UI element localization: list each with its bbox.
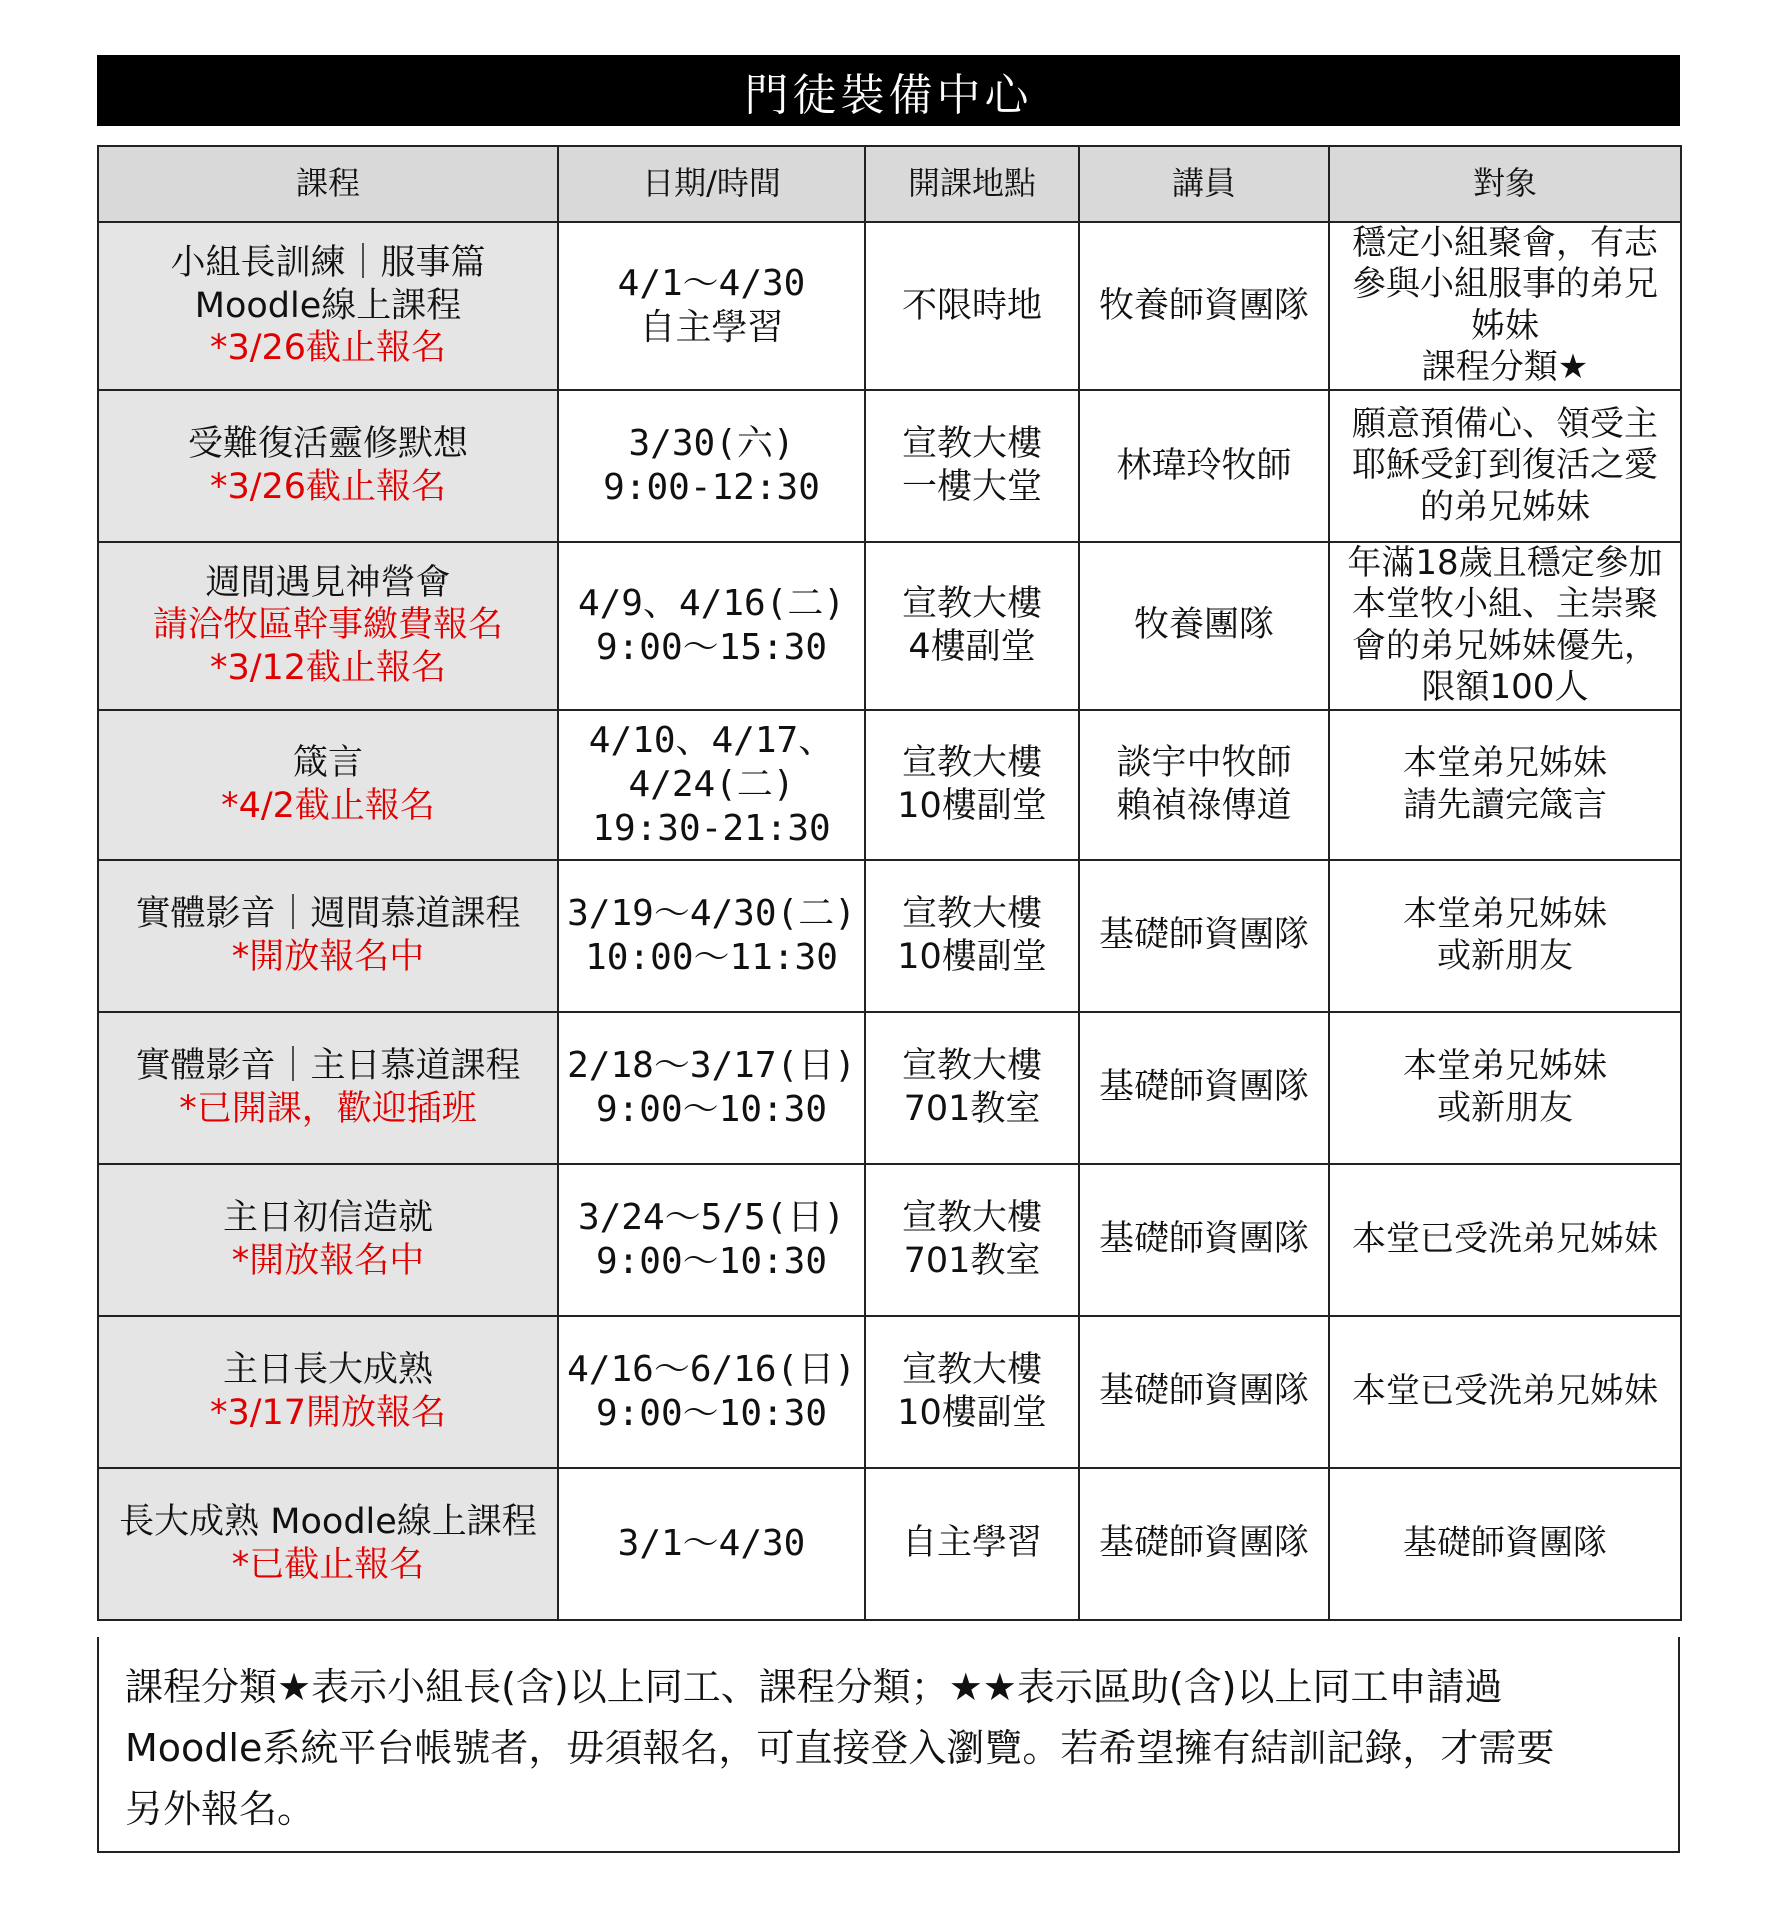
course-cell: [98, 1316, 558, 1468]
location-cell: [865, 542, 1079, 710]
instructor-cell: [1079, 1316, 1329, 1468]
registration-note: *3/26截止報名: [209, 328, 447, 369]
audience-cell: [1329, 222, 1681, 390]
datetime-cell: [558, 390, 865, 542]
instructor-cell-line: 基礎師資團隊: [1098, 1371, 1309, 1412]
location-cell: [865, 1012, 1079, 1164]
audience-cell: [1329, 1468, 1681, 1620]
page-title: 門徒裝備中心: [97, 55, 1680, 126]
table-row: [98, 1012, 1681, 1164]
instructor-cell-line: 談宇中牧師: [1116, 743, 1292, 784]
instructor-cell-line: 基礎師資團隊: [1098, 915, 1309, 956]
datetime-cell-line: 9:00～10:30: [595, 1240, 828, 1282]
audience-cell-line: 穩定小組聚會，有志: [1352, 223, 1658, 263]
audience-cell-line: 本堂已受洗弟兄姊妹: [1352, 1219, 1658, 1260]
location-cell: [865, 1316, 1079, 1468]
course-cell: [98, 542, 558, 710]
audience-cell-line: 參與小組服事的弟兄: [1352, 264, 1658, 305]
datetime-cell-line: 4/16～6/16(日): [567, 1348, 856, 1390]
table-row: [98, 222, 1681, 390]
course-cell: [98, 1164, 558, 1316]
location-cell: [865, 390, 1079, 542]
audience-cell-line: 本堂弟兄姊妹: [1403, 1046, 1607, 1087]
location-cell: [865, 1468, 1079, 1620]
audience-cell-line: 基礎師資團隊: [1403, 1523, 1607, 1564]
datetime-cell-line: 9:00-12:30: [603, 466, 820, 508]
location-cell-line: 10樓副堂: [897, 785, 1047, 826]
location-cell-line: 宣教大樓: [901, 743, 1042, 784]
audience-cell-line: 或新朋友: [1437, 935, 1573, 976]
audience-cell: [1329, 860, 1681, 1012]
table-row: [98, 1468, 1681, 1620]
location-cell-line: 一樓大堂: [901, 466, 1042, 507]
datetime-cell: [558, 860, 865, 1012]
registration-note: *已截止報名: [231, 1544, 425, 1585]
location-cell-line: 10樓副堂: [897, 1392, 1047, 1433]
datetime-cell-line: 9:00～15:30: [595, 626, 828, 668]
datetime-cell: [558, 1164, 865, 1316]
course-cell-line: 長大成熟 Moodle線上課程: [119, 1502, 537, 1543]
location-cell-line: 701教室: [903, 1240, 1041, 1281]
audience-cell-line: 會的弟兄姊妹優先，: [1352, 625, 1658, 666]
audience-cell-line: 限額100人: [1421, 667, 1589, 708]
instructor-cell-line: 牧養師資團隊: [1098, 285, 1309, 326]
audience-cell-line: 或新朋友: [1437, 1087, 1573, 1128]
datetime-cell-line: 4/1～4/30: [617, 263, 806, 305]
course-cell-line: 週間遇見神營會: [205, 562, 451, 603]
audience-cell-line: 本堂已受洗弟兄姊妹: [1352, 1371, 1658, 1412]
table-body: [98, 222, 1681, 1620]
datetime-cell-line: 10:00～11:30: [585, 936, 838, 978]
instructor-cell-line: 基礎師資團隊: [1098, 1219, 1309, 1260]
header-instructor: 講員: [1079, 146, 1329, 222]
header-audience: 對象: [1329, 146, 1681, 222]
instructor-cell-line: 賴禎祿傳道: [1116, 785, 1292, 826]
header-course: 課程: [98, 146, 558, 222]
footnote-line: 另外報名。: [125, 1787, 316, 1831]
registration-note: *3/12截止報名: [209, 648, 447, 689]
datetime-cell-line: 19:30-21:30: [592, 807, 831, 849]
table-row: [98, 1164, 1681, 1316]
course-table: [97, 145, 1682, 1621]
course-cell: [98, 390, 558, 542]
datetime-cell: [558, 1468, 865, 1620]
course-cell-line: Moodle線上課程: [194, 285, 462, 326]
audience-cell-line: 年滿18歲且穩定參加: [1347, 542, 1663, 583]
datetime-cell-line: 4/9、4/16(二): [577, 582, 846, 624]
location-cell-line: 701教室: [903, 1088, 1041, 1129]
footnote-line: 課程分類★表示小組長(含)以上同工、課程分類；★★表示區助(含)以上同工申請過: [125, 1665, 1503, 1709]
registration-note: *3/17開放報名: [209, 1392, 447, 1433]
course-cell-line: 實體影音｜主日慕道課程: [135, 1046, 521, 1087]
course-cell: [98, 1012, 558, 1164]
datetime-cell: [558, 222, 865, 390]
course-cell-line: 實體影音｜週間慕道課程: [135, 894, 521, 935]
audience-cell: [1329, 710, 1681, 860]
course-cell-line: 箴言: [292, 743, 363, 784]
instructor-cell-line: 林瑋玲牧師: [1116, 445, 1292, 486]
audience-cell-line: 願意預備心、領受主: [1352, 403, 1658, 444]
course-cell: [98, 1468, 558, 1620]
location-cell: [865, 222, 1079, 390]
audience-cell-line: 本堂弟兄姊妹: [1403, 743, 1607, 784]
registration-note: *開放報名中: [231, 1240, 425, 1281]
instructor-cell: [1079, 390, 1329, 542]
instructor-cell-line: 基礎師資團隊: [1098, 1523, 1309, 1564]
datetime-cell-line: 3/30(六): [628, 422, 795, 464]
instructor-cell: [1079, 542, 1329, 710]
location-cell-line: 自主學習: [901, 1523, 1042, 1564]
header-datetime: 日期/時間: [558, 146, 865, 222]
instructor-cell: [1079, 1164, 1329, 1316]
audience-cell: [1329, 1316, 1681, 1468]
location-cell-line: 宣教大樓: [901, 424, 1042, 465]
location-cell: [865, 710, 1079, 860]
datetime-cell-line: 9:00～10:30: [595, 1088, 828, 1130]
registration-note: *已開課，歡迎插班: [179, 1088, 477, 1129]
datetime-cell-line: 4/10、4/17、: [588, 719, 835, 761]
audience-cell: [1329, 1012, 1681, 1164]
audience-cell-line: 請先讀完箴言: [1403, 784, 1607, 825]
course-cell-line: 受難復活靈修默想: [187, 424, 468, 465]
datetime-cell: [558, 542, 865, 710]
location-cell-line: 宣教大樓: [901, 584, 1042, 625]
course-cell: [98, 222, 558, 390]
audience-cell-line: 課程分類★: [1421, 347, 1589, 388]
course-cell: [98, 710, 558, 860]
audience-cell-line: 本堂弟兄姊妹: [1403, 894, 1607, 935]
registration-note: *4/2截止報名: [221, 785, 435, 826]
location-cell-line: 宣教大樓: [901, 1350, 1042, 1391]
table-row: [98, 1316, 1681, 1468]
audience-cell-line: 姊妹: [1471, 305, 1539, 346]
header-location: 開課地點: [865, 146, 1079, 222]
location-cell-line: 宣教大樓: [901, 894, 1042, 935]
registration-note: 請洽牧區幹事繳費報名: [152, 605, 503, 646]
location-cell: [865, 860, 1079, 1012]
location-cell-line: 4樓副堂: [908, 626, 1036, 667]
datetime-cell: [558, 1012, 865, 1164]
datetime-cell-line: 3/1～4/30: [617, 1522, 806, 1564]
registration-note: *3/26截止報名: [209, 466, 447, 507]
audience-cell: [1329, 1164, 1681, 1316]
audience-cell-line: 的弟兄姊妹: [1420, 486, 1590, 527]
table-row: [98, 860, 1681, 1012]
instructor-cell: [1079, 860, 1329, 1012]
datetime-cell-line: 自主學習: [639, 306, 784, 348]
instructor-cell: [1079, 710, 1329, 860]
datetime-cell-line: 3/19～4/30(二): [567, 892, 856, 934]
audience-cell-line: 本堂牧小組、主崇聚: [1352, 584, 1658, 625]
datetime-cell-line: 4/24(二): [628, 763, 795, 805]
datetime-cell-line: 2/18～3/17(日): [567, 1044, 856, 1086]
instructor-cell-line: 牧養團隊: [1133, 605, 1274, 646]
datetime-cell-line: 3/24～5/5(日): [577, 1196, 846, 1238]
table-header-row: [98, 146, 1681, 222]
instructor-cell: [1079, 222, 1329, 390]
instructor-cell: [1079, 1468, 1329, 1620]
location-cell-line: 宣教大樓: [901, 1046, 1042, 1087]
table-row: [98, 542, 1681, 710]
audience-cell-line: 耶穌受釘到復活之愛: [1352, 445, 1658, 486]
footnote: [97, 1637, 1680, 1853]
table-row: [98, 390, 1681, 542]
audience-cell: [1329, 390, 1681, 542]
datetime-cell: [558, 1316, 865, 1468]
location-cell-line: 不限時地: [901, 285, 1042, 326]
datetime-cell-line: 9:00～10:30: [595, 1392, 828, 1434]
instructor-cell-line: 基礎師資團隊: [1098, 1067, 1309, 1108]
datetime-cell: [558, 710, 865, 860]
footnote-line: Moodle系統平台帳號者，毋須報名，可直接登入瀏覽。若希望擁有結訓記錄，才需要: [125, 1726, 1555, 1770]
course-cell: [98, 860, 558, 1012]
course-cell-line: 主日長大成熟: [222, 1350, 433, 1391]
table-row: [98, 710, 1681, 860]
course-cell-line: 主日初信造就: [222, 1198, 433, 1239]
location-cell: [865, 1164, 1079, 1316]
location-cell-line: 10樓副堂: [897, 936, 1047, 977]
instructor-cell: [1079, 1012, 1329, 1164]
audience-cell: [1329, 542, 1681, 710]
location-cell-line: 宣教大樓: [901, 1198, 1042, 1239]
registration-note: *開放報名中: [231, 936, 425, 977]
course-cell-line: 小組長訓練｜服事篇: [170, 242, 486, 283]
